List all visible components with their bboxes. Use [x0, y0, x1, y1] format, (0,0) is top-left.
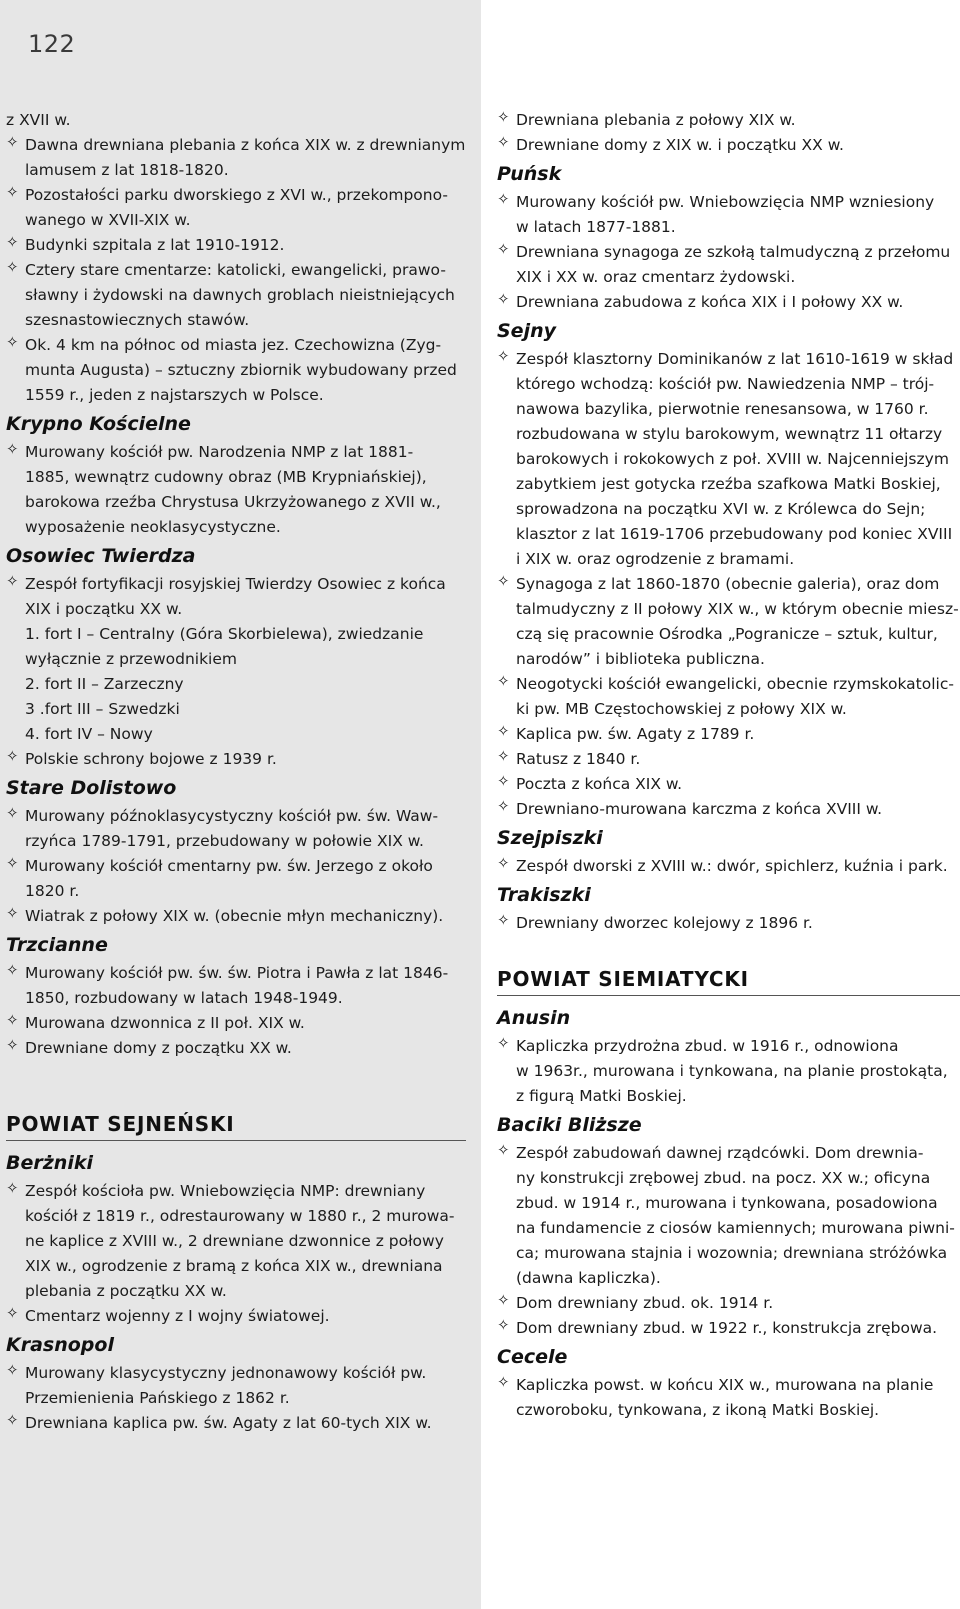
trakiszki-list	[497, 911, 960, 936]
right-column	[497, 108, 960, 1423]
cecele-list	[497, 1373, 960, 1423]
bullet-icon: ✧	[6, 804, 19, 822]
bullet-icon: ✧	[6, 1179, 19, 1197]
text-line: z XVII w.	[6, 111, 71, 129]
text-line: nawowa bazylika, pierwotnie renesansowa, w 1760 r.	[516, 400, 929, 418]
bullet-icon: ✧	[6, 961, 19, 979]
anusin-list	[497, 1034, 960, 1109]
list-item	[497, 854, 960, 879]
text-line: talmudyczny z II połowy XIX w., w którym obecnie miesz-	[516, 600, 959, 618]
text-line: Dawna drewniana plebania z końca XIX w. z drewnianym	[25, 136, 466, 154]
szejpiszki-list	[497, 854, 960, 879]
bullet-icon: ✧	[497, 1291, 510, 1309]
text-line: Zespół dworski z XVIII w.: dwór, spichlerz, kuźnia i park.	[516, 857, 948, 875]
bullet-icon: ✧	[6, 904, 19, 922]
text-line: Murowany późnoklasycystyczny kościół pw. św. Waw-	[25, 807, 439, 825]
text-line: Drewniana zabudowa z końca XIX i I połowy XX w.	[516, 293, 904, 311]
place-heading-sejny: Sejny	[497, 320, 556, 342]
text-line: Kapliczka powst. w końcu XIX w., murowana na planie	[516, 1376, 934, 1394]
list-item	[6, 854, 466, 904]
text-line: Murowany kościół pw. św. św. Piotra i Pawła z lat 1846-	[25, 964, 449, 982]
text-line: Dom drewniany zbud. w 1922 r., konstrukcja zrębowa.	[516, 1319, 938, 1337]
text-line: Zespół klasztorny Dominikanów z lat 1610-1619 w skład	[516, 350, 954, 368]
bullet-icon: ✧	[6, 1036, 19, 1054]
bullet-icon: ✧	[497, 108, 510, 126]
bullet-icon: ✧	[6, 440, 19, 458]
place-heading-trakiszki: Trakiszki	[497, 884, 591, 906]
list-item	[6, 1011, 466, 1036]
bullet-icon: ✧	[497, 747, 510, 765]
text-line: czą się pracownie Ośrodka „Pogranicze – sztuk, kultur,	[516, 625, 938, 643]
bullet-icon: ✧	[6, 1304, 19, 1322]
place-heading-stare-dolistowo: Stare Dolistowo	[6, 777, 177, 799]
baciki-list	[497, 1141, 960, 1341]
list-item	[6, 258, 466, 333]
krypno-list	[6, 440, 466, 540]
text-line: ki pw. MB Częstochowskiej z połowy XIX w.	[516, 700, 847, 718]
bullet-icon: ✧	[497, 854, 510, 872]
text-line: Cmentarz wojenny z I wojny światowej.	[25, 1307, 330, 1325]
place-heading-osowiec: Osowiec Twierdza	[6, 545, 196, 567]
list-item	[497, 347, 960, 572]
bullet-icon: ✧	[497, 290, 510, 308]
text-line: wyposażenie neoklasycystyczne.	[25, 518, 281, 536]
place-heading-krypno: Krypno Kościelne	[6, 413, 191, 435]
text-line: w latach 1877-1881.	[516, 218, 676, 236]
bullet-icon: ✧	[497, 772, 510, 790]
text-line: barokowa rzeźba Chrystusa Ukrzyżowanego z XVII w.,	[25, 493, 441, 511]
text-line: 1820 r.	[25, 882, 80, 900]
list-item	[6, 1411, 466, 1436]
list-item	[6, 333, 466, 408]
left-column	[6, 108, 466, 1436]
text-line: XIX i XX w. oraz cmentarz żydowski.	[516, 268, 796, 286]
text-line: ne kaplice z XVIII w., 2 drewniane dzwonnice z połowy	[25, 1232, 444, 1250]
list-item	[6, 1036, 466, 1061]
text-line: plebania z początku XX w.	[25, 1282, 227, 1300]
section-heading-siemiatycki: POWIAT SIEMIATYCKI	[497, 966, 960, 996]
krasnopol-list	[6, 1361, 466, 1436]
text-line: Polskie schrony bojowe z 1939 r.	[25, 750, 277, 768]
text-line: Neogotycki kościół ewangelicki, obecnie rzymskokatolic-	[516, 675, 954, 693]
text-line: Murowany kościół pw. Wniebowzięcia NMP wzniesiony	[516, 193, 935, 211]
place-heading-trzcianne: Trzcianne	[6, 934, 108, 956]
list-item	[497, 572, 960, 672]
list-item	[497, 1291, 960, 1316]
list-item	[6, 904, 466, 929]
text-line: Pozostałości parku dworskiego z XVI w., przekompono-	[25, 186, 448, 204]
text-line: 1885, wewnątrz cudowny obraz (MB Krypniańskiej),	[25, 468, 427, 486]
place-heading-baciki: Baciki Bliższe	[497, 1114, 642, 1136]
list-item	[497, 133, 960, 158]
text-line: ca; murowana stajnia i wozownia; drewniana stróżówka	[516, 1244, 948, 1262]
text-line: Drewniano-murowana karczma z końca XVIII w.	[516, 800, 883, 818]
list-item	[497, 911, 960, 936]
text-line: klasztor z lat 1619-1706 przebudowany pod koniec XVIII	[516, 525, 953, 543]
stare-dolistowo-list	[6, 804, 466, 929]
text-line: kościół z 1819 r., odrestaurowany w 1880 r., 2 murowa-	[25, 1207, 455, 1225]
list-item	[6, 747, 466, 772]
bullet-icon: ✧	[497, 1316, 510, 1334]
text-line: Synagoga z lat 1860-1870 (obecnie galeria), oraz dom	[516, 575, 940, 593]
text-line: którego wchodzą: kościół pw. Nawiedzenia NMP – trój-	[516, 375, 935, 393]
bullet-icon: ✧	[497, 190, 510, 208]
fort-line: 1. fort I – Centralny (Góra Skorbielewa), zwiedzanie	[25, 625, 424, 643]
page-number: 122	[28, 30, 76, 58]
text-line: Cztery stare cmentarze: katolicki, ewangelicki, prawo-	[25, 261, 446, 279]
text-line: Murowany klasycystyczny jednonawowy kościół pw.	[25, 1364, 427, 1382]
bullet-icon: ✧	[6, 233, 19, 251]
text-line: Drewniana kaplica pw. św. Agaty z lat 60-tych XIX w.	[25, 1414, 432, 1432]
text-line: narodów” i biblioteka publiczna.	[516, 650, 765, 668]
text-line: (dawna kapliczka).	[516, 1269, 661, 1287]
text-line: Ratusz z 1840 r.	[516, 750, 641, 768]
sejny-list	[497, 347, 960, 822]
text-line: czworoboku, tynkowana, z ikoną Matki Boskiej.	[516, 1401, 880, 1419]
list-item	[497, 1373, 960, 1423]
spacer	[497, 936, 960, 958]
bullet-icon: ✧	[497, 672, 510, 690]
bullet-icon: ✧	[6, 133, 19, 151]
bullet-icon: ✧	[497, 1034, 510, 1052]
bullet-icon: ✧	[6, 258, 19, 276]
text-line: wanego w XVII-XIX w.	[25, 211, 191, 229]
bullet-icon: ✧	[6, 572, 19, 590]
osowiec-list	[6, 572, 466, 772]
text-line: z figurą Matki Boskiej.	[516, 1087, 687, 1105]
list-item	[6, 1179, 466, 1304]
list-item	[497, 1034, 960, 1109]
bullet-icon: ✧	[497, 240, 510, 258]
intro-list	[6, 133, 466, 408]
bullet-icon: ✧	[6, 1361, 19, 1379]
place-heading-szejpiszki: Szejpiszki	[497, 827, 603, 849]
text-line: 1850, rozbudowany w latach 1948-1949.	[25, 989, 343, 1007]
fort-line: 2. fort II – Zarzeczny	[25, 675, 184, 693]
text-line: 1559 r., jeden z najstarszych w Polsce.	[25, 386, 324, 404]
text-line: Wiatrak z połowy XIX w. (obecnie młyn mechaniczny).	[25, 907, 444, 925]
list-item	[497, 772, 960, 797]
text-line: Drewniane domy z początku XX w.	[25, 1039, 292, 1057]
text-line: Drewniany dworzec kolejowy z 1896 r.	[516, 914, 813, 932]
text-line: sławny i żydowski na dawnych groblach nieistniejących	[25, 286, 455, 304]
text-line: w 1963r., murowana i tynkowana, na planie prostokąta,	[516, 1062, 948, 1080]
text-line: munta Augusta) – sztuczny zbiornik wybudowany przed	[25, 361, 457, 379]
list-item	[497, 108, 960, 133]
text-line: Poczta z końca XIX w.	[516, 775, 683, 793]
text-line: Zespół fortyfikacji rosyjskiej Twierdzy Osowiec z końca	[25, 575, 446, 593]
text-line: zabytkiem jest gotycka rzeźba szafkowa Matki Boskiej,	[516, 475, 941, 493]
list-item	[497, 722, 960, 747]
text-line: Kaplica pw. św. Agaty z 1789 r.	[516, 725, 755, 743]
text-line: Drewniana plebania z połowy XIX w.	[516, 111, 796, 129]
list-item	[6, 440, 466, 540]
list-item	[6, 1304, 466, 1329]
bullet-icon: ✧	[6, 1411, 19, 1429]
fort-line: 4. fort IV – Nowy	[25, 725, 153, 743]
list-item	[497, 797, 960, 822]
text-line: Murowana dzwonnica z II poł. XIX w.	[25, 1014, 305, 1032]
text-line: Murowany kościół pw. Narodzenia NMP z lat 1881-	[25, 443, 414, 461]
text-line: Zespół zabudowań dawnej rządcówki. Dom drewnia-	[516, 1144, 924, 1162]
punsk-list	[497, 190, 960, 315]
text-line: Kapliczka przydrożna zbud. w 1916 r., odnowiona	[516, 1037, 899, 1055]
right-intro-list	[497, 108, 960, 158]
fort-line: wyłącznie z przewodnikiem	[25, 650, 237, 668]
place-heading-punsk: Puńsk	[497, 163, 562, 185]
bullet-icon: ✧	[497, 347, 510, 365]
text-line: Drewniane domy z XIX w. i początku XX w.	[516, 136, 844, 154]
list-item	[6, 1361, 466, 1411]
list-item	[497, 240, 960, 290]
list-item	[497, 1316, 960, 1341]
text-line: rozbudowana w stylu barokowym, wewnątrz 11 ołtarzy	[516, 425, 943, 443]
text-line: zbud. w 1914 r., murowana i tynkowana, posadowiona	[516, 1194, 938, 1212]
text-line: na fundamencie z ciosów kamiennych; murowana piwni-	[516, 1219, 955, 1237]
spacer	[6, 1061, 466, 1103]
fort-line: 3 .fort III – Szwedzki	[25, 700, 180, 718]
text-line: i XIX w. oraz ogrodzenie z bramami.	[516, 550, 795, 568]
text-line: ny konstrukcji zrębowej zbud. na pocz. XX w.; oficyna	[516, 1169, 931, 1187]
place-heading-anusin: Anusin	[497, 1007, 571, 1029]
list-item	[6, 183, 466, 233]
text-line: rzyńca 1789-1791, przebudowany w połowie XIX w.	[25, 832, 424, 850]
bullet-icon: ✧	[6, 1011, 19, 1029]
bullet-icon: ✧	[497, 722, 510, 740]
text-line: Drewniana synagoga ze szkołą talmudyczną z przełomu	[516, 243, 951, 261]
list-item	[497, 747, 960, 772]
text-line: barokowych i rokokowych z poł. XVIII w. Najcenniejszym	[516, 450, 949, 468]
text-line: lamusem z lat 1818-1820.	[25, 161, 229, 179]
text-line: sprowadzona na początku XVI w. z Królewca do Sejn;	[516, 500, 926, 518]
bullet-icon: ✧	[497, 133, 510, 151]
list-item	[497, 1141, 960, 1291]
bullet-icon: ✧	[6, 747, 19, 765]
text-line: Ok. 4 km na północ od miasta jez. Czechowizna (Zyg-	[25, 336, 442, 354]
text-line: XIX i początku XX w.	[25, 600, 183, 618]
text-line: Murowany kościół cmentarny pw. św. Jerzego z około	[25, 857, 433, 875]
list-item	[6, 233, 466, 258]
bullet-icon: ✧	[497, 1373, 510, 1391]
bullet-icon: ✧	[497, 1141, 510, 1159]
text-line: Budynki szpitala z lat 1910-1912.	[25, 236, 285, 254]
bullet-icon: ✧	[497, 797, 510, 815]
text-line: Zespół kościoła pw. Wniebowzięcia NMP: drewniany	[25, 1182, 426, 1200]
list-item	[497, 672, 960, 722]
place-heading-krasnopol: Krasnopol	[6, 1334, 114, 1356]
bullet-icon: ✧	[497, 911, 510, 929]
bullet-icon: ✧	[497, 572, 510, 590]
bullet-icon: ✧	[6, 183, 19, 201]
bullet-icon: ✧	[6, 333, 19, 351]
trzcianne-list	[6, 961, 466, 1061]
list-item	[6, 804, 466, 854]
text-line: Przemienienia Pańskiego z 1862 r.	[25, 1389, 290, 1407]
list-item	[6, 961, 466, 1011]
text-line: szesnastowiecznych stawów.	[25, 311, 250, 329]
berzniki-list	[6, 1179, 466, 1329]
place-heading-berzniki: Berżniki	[6, 1152, 93, 1174]
text-line: Dom drewniany zbud. ok. 1914 r.	[516, 1294, 774, 1312]
bullet-icon: ✧	[6, 854, 19, 872]
list-item	[497, 190, 960, 240]
list-item	[6, 133, 466, 183]
list-item	[6, 572, 466, 622]
section-heading-sejnenski: POWIAT SEJNEŃSKI	[6, 1111, 466, 1141]
text-line: XIX w., ogrodzenie z bramą z końca XIX w., drewniana	[25, 1257, 443, 1275]
place-heading-cecele: Cecele	[497, 1346, 568, 1368]
list-item	[497, 290, 960, 315]
